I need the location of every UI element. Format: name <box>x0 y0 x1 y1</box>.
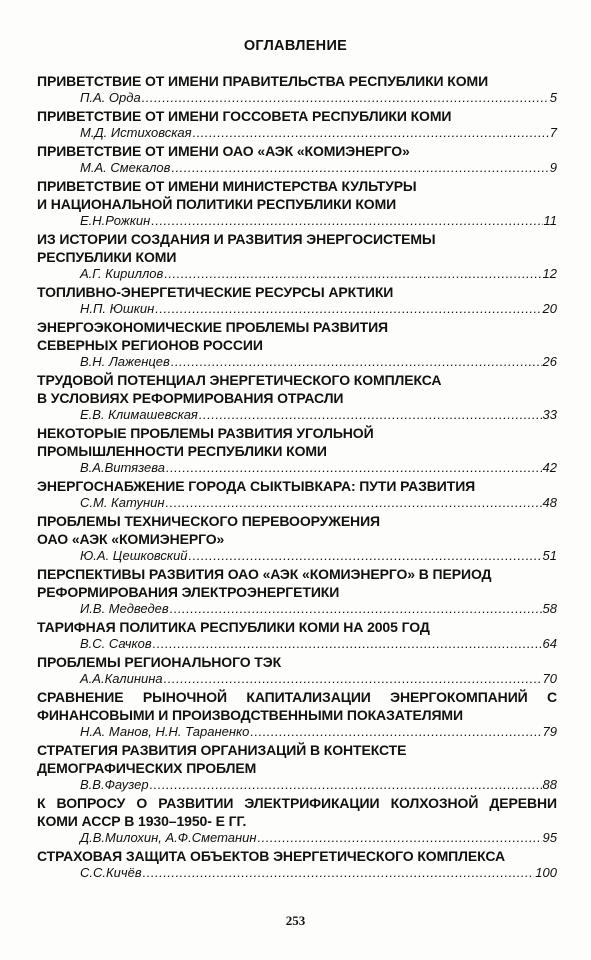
entry-author-line <box>37 159 557 176</box>
entry-title: ПРИВЕТСТВИЕ ОТ ИМЕНИ МИНИСТЕРСТВА КУЛЬТУРЫ И НАЦИОНАЛЬНОЙ ПОЛИТИКИ РЕСПУБЛИКИ КОМИ <box>37 178 417 212</box>
dot-leader <box>258 829 542 846</box>
entry-author-line <box>37 864 557 881</box>
entry-page-number: 48 <box>542 495 557 510</box>
entry-author-line <box>37 494 557 511</box>
entry-title: ПРИВЕТСТВИЕ ОТ ИМЕНИ ПРАВИТЕЛЬСТВА РЕСПУБЛИКИ КОМИ <box>37 73 489 89</box>
toc-entry <box>37 107 557 141</box>
entry-title: СТРАТЕГИЯ РАЗВИТИЯ ОРГАНИЗАЦИЙ В КОНТЕКСТЕ ДЕМОГРАФИЧЕСКИХ ПРОБЛЕМ <box>37 742 407 776</box>
entry-page-number: 79 <box>542 724 557 739</box>
dot-leader <box>164 265 541 282</box>
entry-author-line <box>37 124 557 141</box>
entry-page-number: 58 <box>542 601 557 616</box>
entry-page-number: 100 <box>535 865 557 880</box>
entry-author-line <box>37 406 557 423</box>
toc-entry <box>37 688 557 740</box>
entry-author: М.Д. Истиховская <box>80 125 192 140</box>
entry-author-line <box>37 635 557 652</box>
entry-page-number: 42 <box>542 460 557 475</box>
entry-author-line <box>37 723 557 740</box>
toc-entry <box>37 72 557 106</box>
toc-entry <box>37 371 557 423</box>
entry-author: В.С. Сачков <box>80 636 152 651</box>
toc-entry <box>37 794 557 846</box>
entry-author-line <box>37 265 557 282</box>
entry-author-line <box>37 776 557 793</box>
entry-page-number: 88 <box>542 777 557 792</box>
toc-entry <box>37 177 557 229</box>
page-number: 253 <box>285 913 306 928</box>
dot-leader <box>171 159 548 176</box>
entry-title: ПЕРСПЕКТИВЫ РАЗВИТИЯ ОАО «АЭК «КОМИЭНЕРГО» В ПЕРИОД РЕФОРМИРОВАНИЯ ЭЛЕКТРОЭНЕРГЕТИКИ <box>37 566 492 600</box>
toc-entry <box>37 565 557 617</box>
dot-leader <box>143 864 535 881</box>
entry-page-number: 11 <box>543 213 557 228</box>
entry-author: Д.В.Милохин, А.Ф.Сметанин <box>80 830 257 845</box>
entry-title: НЕКОТОРЫЕ ПРОБЛЕМЫ РАЗВИТИЯ УГОЛЬНОЙ ПРОМЫШЛЕННОСТИ РЕСПУБЛИКИ КОМИ <box>37 425 374 459</box>
toc-entry <box>37 847 557 881</box>
entry-page-number: 5 <box>549 90 557 105</box>
dot-leader <box>142 89 549 106</box>
entry-title: ЭНЕРГОСНАБЖЕНИЕ ГОРОДА СЫКТЫВКАРА: ПУТИ РАЗВИТИЯ <box>37 478 476 494</box>
toc-entry <box>37 512 557 564</box>
entry-author: М.А. Смекалов <box>80 160 171 175</box>
toc-entry <box>37 424 557 476</box>
page-title: ОГЛАВЛЕНИЕ <box>243 38 348 54</box>
toc-entry <box>37 318 557 370</box>
entry-author-line <box>37 547 557 564</box>
entry-author-line <box>37 212 557 229</box>
entry-author: С.С.Кичёв <box>80 865 142 880</box>
entry-page-number: 70 <box>542 671 557 686</box>
dot-leader <box>250 723 541 740</box>
toc-entry <box>37 741 557 793</box>
entry-author-line <box>37 459 557 476</box>
entry-title: СРАВНЕНИЕ РЫНОЧНОЙ КАПИТАЛИЗАЦИИ ЭНЕРГОКОМПАНИЙ С ФИНАНСОВЫМИ И ПРОИЗВОДСТВЕННЫМИ ПОКАЗАТЕЛЯМИ <box>37 689 557 723</box>
toc-entry <box>37 618 557 652</box>
entry-page-number: 20 <box>542 301 557 316</box>
dot-leader <box>166 459 542 476</box>
entry-title: ПРИВЕТСТВИЕ ОТ ИМЕНИ ОАО «АЭК «КОМИЭНЕРГО» <box>37 143 410 159</box>
entry-title: ТРУДОВОЙ ПОТЕНЦИАЛ ЭНЕРГЕТИЧЕСКОГО КОМПЛЕКСА В УСЛОВИЯХ РЕФОРМИРОВАНИЯ ОТРАСЛИ <box>37 372 442 406</box>
entry-title: СТРАХОВАЯ ЗАЩИТА ОБЪЕКТОВ ЭНЕРГЕТИЧЕСКОГО КОМПЛЕКСА <box>37 848 506 864</box>
entry-author: Н.П. Юшкин <box>80 301 155 316</box>
entry-page-number: 9 <box>549 160 557 175</box>
entry-author: А.Г. Кириллов <box>80 266 164 281</box>
entry-author: Ю.А. Цешковский <box>80 548 188 563</box>
entry-page-number: 64 <box>542 636 557 651</box>
entry-title: ПРОБЛЕМЫ ТЕХНИЧЕСКОГО ПЕРЕВООРУЖЕНИЯ ОАО «АЭК «КОМИЭНЕРГО» <box>37 513 380 547</box>
dot-leader <box>189 547 542 564</box>
entry-title: ПРИВЕТСТВИЕ ОТ ИМЕНИ ГОССОВЕТА РЕСПУБЛИКИ КОМИ <box>37 108 452 124</box>
dot-leader <box>166 494 542 511</box>
dot-leader <box>164 670 542 687</box>
entry-author: И.В. Медведев <box>80 601 169 616</box>
entry-author: В.В.Фаузер <box>80 777 149 792</box>
entry-title: ЭНЕРГОЭКОНОМИЧЕСКИЕ ПРОБЛЕМЫ РАЗВИТИЯ СЕВЕРНЫХ РЕГИОНОВ РОССИИ <box>37 319 389 353</box>
entry-page-number: 12 <box>542 266 557 281</box>
entry-author: П.А. Орда <box>80 90 141 105</box>
entry-page-number: 7 <box>549 125 557 140</box>
dot-leader <box>153 635 542 652</box>
toc-entry <box>37 230 557 282</box>
entry-author: Н.А. Манов, Н.Н. Тараненко <box>80 724 250 739</box>
entry-author: Е.В. Климашевская <box>80 407 198 422</box>
entry-author: С.М. Катунин <box>80 495 165 510</box>
entry-author-line <box>37 600 557 617</box>
entry-page-number: 95 <box>542 830 557 845</box>
dot-leader <box>193 124 549 141</box>
toc-entry <box>37 477 557 511</box>
entry-author-line <box>37 829 557 846</box>
entry-title: ТОПЛИВНО-ЭНЕРГЕТИЧЕСКИЕ РЕСУРСЫ АРКТИКИ <box>37 284 394 300</box>
entry-author: В.А.Витязева <box>80 460 165 475</box>
entry-title: К ВОПРОСУ О РАЗВИТИИ ЭЛЕКТРИФИКАЦИИ КОЛХОЗНОЙ ДЕРЕВНИ КОМИ АССР В 1930–1950- Е ГГ. <box>37 795 557 829</box>
entry-author: А.А.Калинина <box>80 671 163 686</box>
entry-title: ПРОБЛЕМЫ РЕГИОНАЛЬНОГО ТЭК <box>37 654 282 670</box>
toc-entry <box>37 653 557 687</box>
dot-leader <box>150 776 542 793</box>
toc-entry <box>37 283 557 317</box>
entry-page-number: 51 <box>542 548 557 563</box>
entry-title: ИЗ ИСТОРИИ СОЗДАНИЯ И РАЗВИТИЯ ЭНЕРГОСИСТЕМЫ РЕСПУБЛИКИ КОМИ <box>37 231 436 265</box>
entry-page-number: 26 <box>542 354 557 369</box>
entry-page-number: 33 <box>542 407 557 422</box>
entry-title: ТАРИФНАЯ ПОЛИТИКА РЕСПУБЛИКИ КОМИ НА 2005 ГОД <box>37 619 430 635</box>
entry-author-line <box>37 300 557 317</box>
dot-leader <box>199 406 542 423</box>
entry-author-line <box>37 353 557 370</box>
toc-entry <box>37 142 557 176</box>
entry-author-line <box>37 89 557 106</box>
entry-author-line <box>37 670 557 687</box>
dot-leader <box>171 353 542 370</box>
entry-author: Е.Н.Рожкин <box>80 213 151 228</box>
dot-leader <box>170 600 542 617</box>
entry-author: В.Н. Лаженцев <box>80 354 170 369</box>
table-of-contents <box>37 72 557 882</box>
dot-leader <box>155 300 541 317</box>
dot-leader <box>151 212 542 229</box>
